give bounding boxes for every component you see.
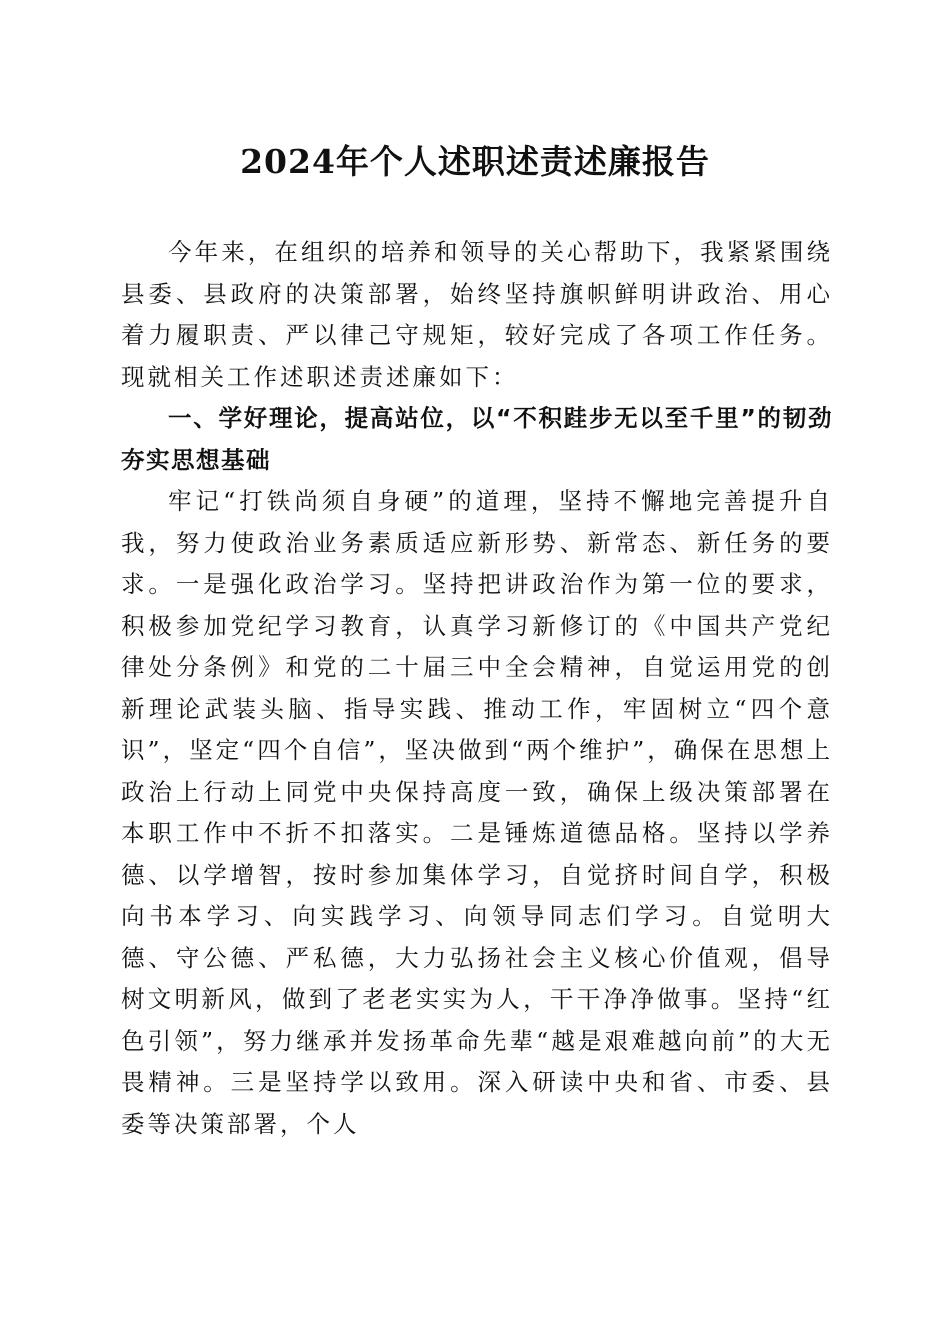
document-title: 2024年个人述职述责述廉报告: [240, 142, 710, 181]
section-1-paragraph: 牢记“打铁尚须自身硬”的道理，坚持不懈地完善提升自我，努力使政治业务素质适应新形势、新常态、新任务的要求。一是强化政治学习。坚持把讲政治作为第一位的要求，积极参加党纪学习教育，认真学习新修订的《中国共产党纪律处分条例》和党的二十届三中全会精神，自觉运用党的创新理论武装头脑、指导实践、推动工作，牢固树立“四个意识”，坚定“四个自信”，坚决做到“两个维护”，确保在思想上政治上行动上同党中央保持高度一致，确保上级决策部署在本职工作中不折不扣落实。二是锤炼道德品格。坚持以学养德、以学增智，按时参加集体学习，自觉挤时间自学，积极向书本学习、向实践学习、向领导同志们学习。自觉明大德、守公德、严私德，大力弘扬社会主义核心价值观，倡导树文明新风，做到了老老实实为人，干干净净做事。坚持“红色引领”，努力继承并发扬革命先辈“越是艰难越向前”的大无畏精神。三是坚持学以致用。深入研读中央和省、市委、县委等决策部署，个人: [121, 487, 833, 1138]
intro-paragraph: 今年来，在组织的培养和领导的关心帮助下，我紧紧围绕县委、县政府的决策部署，始终坚持旗帜鲜明讲政治、用心着力履职责、严以律己守规矩，较好完成了各项工作任务。现就相关工作述职述责述廉如下：: [121, 238, 833, 391]
document-body: [121, 232, 833, 1145]
section-1-heading: 一、学好理论，提高站位，以“不积跬步无以至千里”的韧劲夯实思想基础: [121, 404, 833, 474]
